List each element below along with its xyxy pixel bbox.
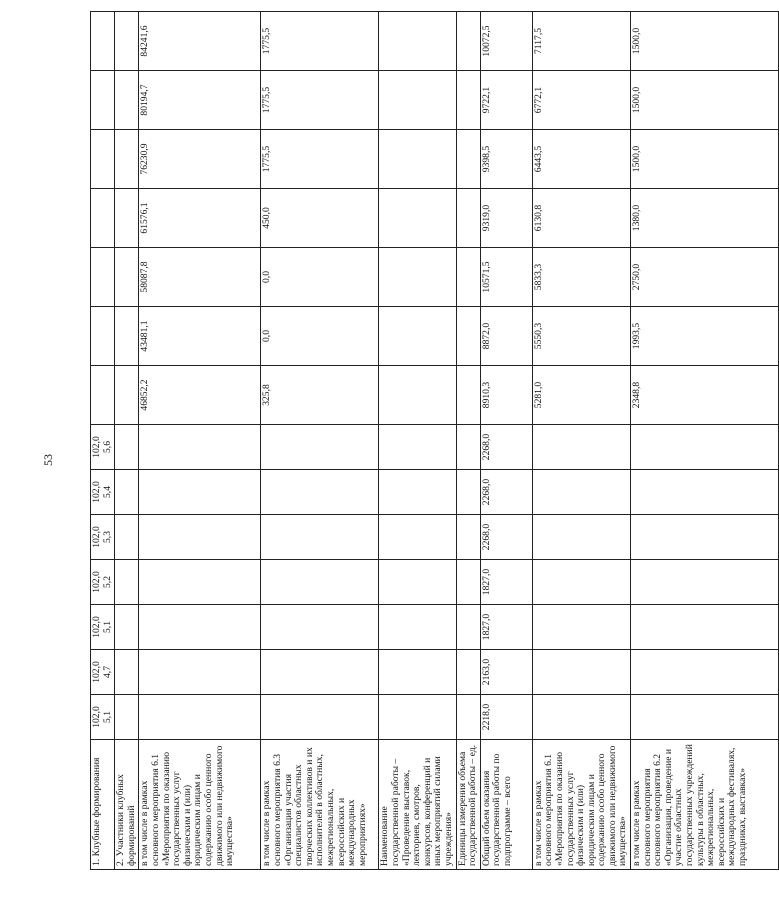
- table-cell: [261, 560, 379, 605]
- cell-line: 102,0: [91, 571, 102, 593]
- table-cell: 0,0: [261, 307, 379, 366]
- table-cell: [456, 307, 480, 366]
- table-cell: 6130,8: [532, 189, 630, 248]
- table-cell: 1827,0: [480, 605, 532, 650]
- table-cell: 1500,0: [631, 12, 779, 71]
- table-cell: [379, 366, 456, 425]
- table-cell: [115, 560, 139, 605]
- table-cell: [456, 605, 480, 650]
- table-cell: [532, 695, 630, 740]
- table-cell: [379, 470, 456, 515]
- table-cell: 6443,5: [532, 130, 630, 189]
- table-cell: 7117,5: [532, 12, 630, 71]
- table-cell: [115, 366, 139, 425]
- row-label: Наименование государственной работы – «Проведение выставок, лекториев, смотров, конкурсов, конференций и иных мероприятий силами учреждения»: [379, 740, 456, 870]
- table-cell: [456, 130, 480, 189]
- table-cell: [631, 425, 779, 470]
- table-cell: [379, 307, 456, 366]
- row-label: в том числе в рамках основного мероприятия 6.1 «Мероприятия по оказанию государственных услуг физическим и (или) юридическим лицам и содержанию особо ценного движимого или недвижимого имущества»: [532, 740, 630, 870]
- table-cell: [115, 695, 139, 740]
- table-cell: [261, 515, 379, 560]
- table-cell: 9722,1: [480, 71, 532, 130]
- table-cell: [91, 470, 115, 515]
- table-cell: 1500,0: [631, 130, 779, 189]
- table-cell: [379, 71, 456, 130]
- table-cell: 1500,0: [631, 71, 779, 130]
- table-cell: [139, 650, 261, 695]
- rotated-table-container: [90, 25, 748, 870]
- table-cell: [91, 12, 115, 71]
- table-cell: [115, 130, 139, 189]
- table-cell: [379, 189, 456, 248]
- table-cell: [379, 560, 456, 605]
- table-cell: 450,0: [261, 189, 379, 248]
- cell-line: 5,1: [101, 621, 113, 633]
- table-cell: [532, 515, 630, 560]
- table-cell: [456, 515, 480, 560]
- table-cell: 2218,0: [480, 695, 532, 740]
- table-row: [532, 12, 630, 870]
- table-cell: 325,8: [261, 366, 379, 425]
- table-cell: [139, 560, 261, 605]
- table-cell: 1993,5: [631, 307, 779, 366]
- table-cell: 9398,5: [480, 130, 532, 189]
- table-cell: 5550,3: [532, 307, 630, 366]
- table-cell: [456, 425, 480, 470]
- table-cell: 9319,0: [480, 189, 532, 248]
- row-label: Общий объем оказания государственной работы по подпрограмме – всего: [480, 740, 532, 870]
- table-cell: 1380,0: [631, 189, 779, 248]
- table-cell: [532, 470, 630, 515]
- table-cell: [91, 71, 115, 130]
- cell-line: 5,6: [101, 441, 113, 453]
- table-cell: [115, 515, 139, 560]
- cell-line: 102,0: [91, 526, 102, 548]
- table-cell: [91, 130, 115, 189]
- cell-line: 102,0: [91, 706, 102, 728]
- cell-line: 4,7: [101, 666, 113, 678]
- table-cell: 5281,0: [532, 366, 630, 425]
- table-cell: [379, 425, 456, 470]
- cell-line: 5,4: [101, 486, 113, 498]
- table-cell: 2750,0: [631, 248, 779, 307]
- page-number: 53: [41, 454, 55, 466]
- table-row: [379, 12, 456, 870]
- cell-line: 102,0: [91, 436, 102, 458]
- table-cell: [532, 605, 630, 650]
- table-cell: [91, 695, 115, 740]
- table-cell: [631, 515, 779, 560]
- table-cell: [456, 71, 480, 130]
- table-cell: [631, 650, 779, 695]
- table-cell: 1775,5: [261, 130, 379, 189]
- table-cell: [379, 12, 456, 71]
- table-cell: 2268,0: [480, 515, 532, 560]
- table-cell: [532, 425, 630, 470]
- table-cell: [115, 650, 139, 695]
- table-cell: [379, 130, 456, 189]
- table-cell: [456, 189, 480, 248]
- table-cell: [261, 425, 379, 470]
- table-cell: [91, 560, 115, 605]
- table-cell: 43481,1: [139, 307, 261, 366]
- table-cell: [456, 366, 480, 425]
- table-cell: [456, 248, 480, 307]
- table-cell: [139, 515, 261, 560]
- table-cell: [91, 650, 115, 695]
- table-cell: [379, 248, 456, 307]
- table-cell: 1775,5: [261, 71, 379, 130]
- table-cell: 46852,2: [139, 366, 261, 425]
- table-cell: 80194,7: [139, 71, 261, 130]
- cell-line: 5,3: [101, 531, 113, 543]
- table-cell: 2348,8: [631, 366, 779, 425]
- indicator-table: [90, 11, 779, 870]
- table-row: [91, 12, 115, 870]
- table-cell: [532, 650, 630, 695]
- table-cell: 2163,0: [480, 650, 532, 695]
- table-cell: [532, 560, 630, 605]
- table-cell: [631, 470, 779, 515]
- table-cell: 6772,1: [532, 71, 630, 130]
- table-cell: [115, 307, 139, 366]
- table-cell: 2268,0: [480, 470, 532, 515]
- table-cell: [261, 650, 379, 695]
- table-cell: [91, 366, 115, 425]
- table-row: [480, 12, 532, 870]
- table-cell: [379, 695, 456, 740]
- row-label: Единицы измерения объема государственной работы – ед.: [456, 740, 480, 870]
- cell-line: 102,0: [91, 481, 102, 503]
- table-cell: [456, 470, 480, 515]
- table-cell: [261, 470, 379, 515]
- table-cell: [115, 189, 139, 248]
- cell-line: 102,0: [91, 661, 102, 683]
- table-cell: [631, 605, 779, 650]
- table-cell: 2268,0: [480, 425, 532, 470]
- table-cell: [631, 695, 779, 740]
- table-cell: 58087,8: [139, 248, 261, 307]
- table-cell: [91, 425, 115, 470]
- table-row: [115, 12, 139, 870]
- table-cell: [115, 12, 139, 71]
- table-cell: 8872,0: [480, 307, 532, 366]
- cell-line: 102,0: [91, 616, 102, 638]
- table-row: [456, 12, 480, 870]
- row-label: 1. Клубные формирования: [91, 740, 115, 870]
- table-cell: [379, 515, 456, 560]
- table-cell: 5833,3: [532, 248, 630, 307]
- table-cell: [115, 71, 139, 130]
- table-cell: 8910,3: [480, 366, 532, 425]
- table-cell: [456, 695, 480, 740]
- table-cell: 1827,0: [480, 560, 532, 605]
- table-row: [139, 12, 261, 870]
- table-cell: [261, 695, 379, 740]
- row-label: в том числе в рамках основного мероприятия 6.3 «Организация участия специалистов областных творческих коллективов и их исполнителей в областных, межрегиональных, всероссийских и международных мероприятиях»: [261, 740, 379, 870]
- table-cell: [261, 605, 379, 650]
- table-cell: 10072,5: [480, 12, 532, 71]
- table-cell: [456, 560, 480, 605]
- table-cell: [456, 12, 480, 71]
- table-cell: 10571,5: [480, 248, 532, 307]
- table-row: [631, 12, 779, 870]
- table-cell: [631, 560, 779, 605]
- row-label: в том числе в рамках основного мероприятия основного мероприятия 6.2 «Организация, проведение и участие областных государственных учреждений культуры в областных, межрегиональных, всероссийских и международных фестивалях, праздниках, выставках»: [631, 740, 779, 870]
- cell-line: 5,2: [101, 576, 113, 588]
- table-cell: [139, 425, 261, 470]
- table-cell: [139, 695, 261, 740]
- table-cell: [91, 605, 115, 650]
- table-cell: [139, 470, 261, 515]
- table-cell: [456, 650, 480, 695]
- table-cell: 0,0: [261, 248, 379, 307]
- table-cell: [91, 515, 115, 560]
- table-cell: 76230,9: [139, 130, 261, 189]
- table-cell: 1775,5: [261, 12, 379, 71]
- table-row: [261, 12, 379, 870]
- table-cell: [91, 307, 115, 366]
- table-cell: [379, 605, 456, 650]
- table-cell: [139, 605, 261, 650]
- row-label: в том числе в рамках основного мероприятия 6.1 «Мероприятия по оказанию государственных услуг физическим и (или) юридическим лицам и содержанию особо ценного движимого или недвижимого имущества»: [139, 740, 261, 870]
- row-label: 2. Участники клубных формирований: [115, 740, 139, 870]
- table-cell: [115, 248, 139, 307]
- table-cell: [91, 248, 115, 307]
- table-cell: [115, 470, 139, 515]
- table-cell: [91, 189, 115, 248]
- table-cell: 61576,1: [139, 189, 261, 248]
- table-cell: 84241,6: [139, 12, 261, 71]
- table-cell: [379, 650, 456, 695]
- table-cell: [115, 425, 139, 470]
- table-cell: [115, 605, 139, 650]
- cell-line: 5,1: [101, 711, 113, 723]
